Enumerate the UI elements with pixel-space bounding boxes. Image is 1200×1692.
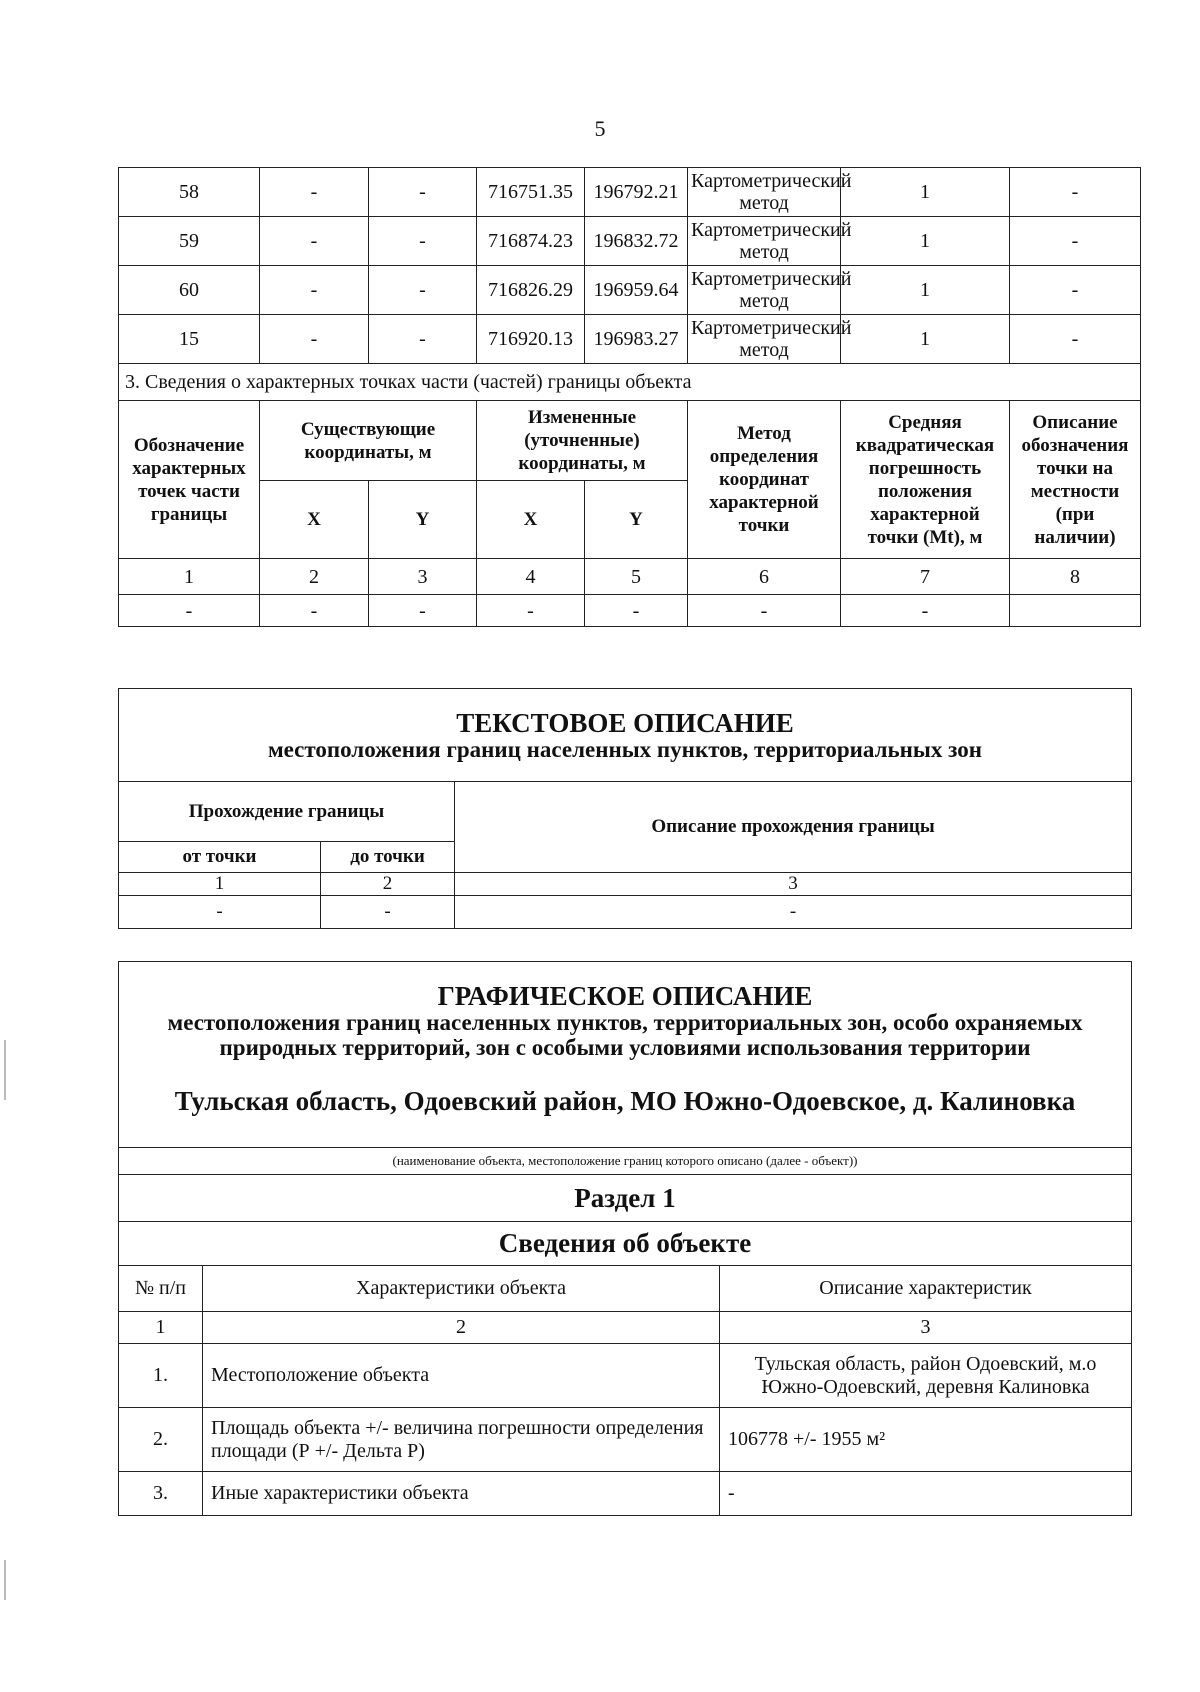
method: Картометрический метод <box>688 217 841 266</box>
y-existing: - <box>369 266 477 315</box>
text-description-table <box>118 688 1132 929</box>
scan-margin-mark <box>4 1560 6 1600</box>
object-col-number-row <box>119 1312 1132 1344</box>
empty-cell: - <box>369 595 477 627</box>
y-changed: 196959.64 <box>585 266 688 315</box>
coordinate-row <box>119 168 1141 217</box>
col-header-characteristic: Характеристики объекта <box>203 1266 720 1312</box>
empty-cell: - <box>841 595 1010 627</box>
row-characteristic: Площадь объекта +/- величина погрешности определения площади (Р +/- Дельта Р) <box>203 1408 720 1472</box>
column-number-row <box>119 559 1141 595</box>
section-title-row <box>119 1222 1132 1266</box>
header-description: Описание обозначения точки на местности (при наличии) <box>1010 401 1141 559</box>
section3-caption-row <box>119 364 1141 401</box>
row-value: Тульская область, район Одоевский, м.о Южно-Одоевский, деревня Калиновка <box>720 1344 1132 1408</box>
text-desc-title-cell <box>119 689 1132 782</box>
row-value: 106778 +/- 1955 м² <box>720 1408 1132 1472</box>
page-number: 5 <box>594 116 606 141</box>
x-existing: - <box>260 168 369 217</box>
to-point-header: до точки <box>321 842 455 873</box>
col-num: 2 <box>260 559 369 595</box>
passage-header: Прохождение границы <box>119 782 455 842</box>
col-num: 8 <box>1010 559 1141 595</box>
coordinates-table <box>118 167 1141 627</box>
col-num: 2 <box>203 1312 720 1344</box>
location-note-row <box>119 1148 1132 1175</box>
col-num: 3 <box>369 559 477 595</box>
error: 1 <box>841 168 1010 217</box>
col-header-num: № п/п <box>119 1266 203 1312</box>
col-num: 3 <box>720 1312 1132 1344</box>
from-point-header: от точки <box>119 842 321 873</box>
point-id: 60 <box>119 266 260 315</box>
graph-desc-title-row <box>119 962 1132 1148</box>
row-value: - <box>720 1472 1132 1516</box>
error: 1 <box>841 217 1010 266</box>
col-header-description: Описание характеристик <box>720 1266 1132 1312</box>
object-row <box>119 1408 1132 1472</box>
col-num: 5 <box>585 559 688 595</box>
text-desc-title: ТЕКСТОВОЕ ОПИСАНИЕ <box>456 707 794 738</box>
col-num: 1 <box>119 873 321 896</box>
section-label: Раздел 1 <box>119 1175 1132 1222</box>
x-existing: - <box>260 315 369 364</box>
point-id: 59 <box>119 217 260 266</box>
x-changed: 716874.23 <box>477 217 585 266</box>
point-description: - <box>1010 168 1141 217</box>
y-changed: 196832.72 <box>585 217 688 266</box>
x-existing: - <box>260 217 369 266</box>
y-changed: 196983.27 <box>585 315 688 364</box>
x-existing: - <box>260 266 369 315</box>
method: Картометрический метод <box>688 315 841 364</box>
point-description: - <box>1010 266 1141 315</box>
text-desc-col-numbers <box>119 873 1132 896</box>
empty-cell: - <box>688 595 841 627</box>
header-changed-coords: Измененные (уточненные) координаты, м <box>477 401 688 481</box>
header-error: Средняя квадратическая погрешность положения характерной точки (Mt), м <box>841 401 1010 559</box>
col-num: 1 <box>119 1312 203 1344</box>
point-description: - <box>1010 315 1141 364</box>
object-rows <box>119 1344 1132 1516</box>
empty-cell: - <box>477 595 585 627</box>
empty-cell <box>1010 595 1141 627</box>
col-num: 6 <box>688 559 841 595</box>
x-changed: 716751.35 <box>477 168 585 217</box>
object-col-header-row <box>119 1266 1132 1312</box>
error: 1 <box>841 266 1010 315</box>
coordinate-row <box>119 217 1141 266</box>
x-changed: 716920.13 <box>477 315 585 364</box>
header-x-existing: X <box>260 481 369 559</box>
row-number: 3. <box>119 1472 203 1516</box>
row-number: 2. <box>119 1408 203 1472</box>
graph-desc-subtitle: местоположения границ населенных пунктов, территориальных зон, особо охраняемых природных территорий, зон с особыми условиями использования территории <box>167 1010 1083 1060</box>
coordinate-row <box>119 315 1141 364</box>
object-row <box>119 1344 1132 1408</box>
x-changed: 716826.29 <box>477 266 585 315</box>
location-note: (наименование объекта, местоположение границ которого описано (далее - объект)) <box>119 1148 1132 1175</box>
row-characteristic: Иные характеристики объекта <box>203 1472 720 1516</box>
empty-row <box>119 595 1141 627</box>
empty-cell: - <box>119 595 260 627</box>
empty-cell: - <box>119 896 321 929</box>
col-num: 3 <box>455 873 1132 896</box>
header-row <box>119 401 1141 481</box>
y-existing: - <box>369 168 477 217</box>
col-num: 4 <box>477 559 585 595</box>
y-existing: - <box>369 315 477 364</box>
col-num: 1 <box>119 559 260 595</box>
header-x-changed: X <box>477 481 585 559</box>
col-num: 2 <box>321 873 455 896</box>
header-existing-coords: Существующие координаты, м <box>260 401 477 481</box>
scan-margin-mark <box>4 1040 6 1100</box>
error: 1 <box>841 315 1010 364</box>
graph-desc-title: ГРАФИЧЕСКОЕ ОПИСАНИЕ <box>437 981 813 1011</box>
y-existing: - <box>369 217 477 266</box>
graph-desc-title-cell <box>119 962 1132 1148</box>
text-desc-subtitle: местоположения границ населенных пунктов, территориальных зон <box>268 736 982 762</box>
text-desc-empty-row <box>119 896 1132 929</box>
method: Картометрический метод <box>688 168 841 217</box>
header-y-changed: Y <box>585 481 688 559</box>
y-changed: 196792.21 <box>585 168 688 217</box>
header-y-existing: Y <box>369 481 477 559</box>
empty-cell: - <box>260 595 369 627</box>
graphic-description-table <box>118 961 1132 1516</box>
empty-cell: - <box>455 896 1132 929</box>
passage-desc-header: Описание прохождения границы <box>455 782 1132 873</box>
point-id: 15 <box>119 315 260 364</box>
section-row <box>119 1175 1132 1222</box>
object-location: Тульская область, Одоевский район, МО Южно-Одоевское, д. Калиновка <box>174 1086 1076 1116</box>
header-method: Метод определения координат характерной точки <box>688 401 841 559</box>
point-id: 58 <box>119 168 260 217</box>
method: Картометрический метод <box>688 266 841 315</box>
point-description: - <box>1010 217 1141 266</box>
coordinate-row <box>119 266 1141 315</box>
object-row <box>119 1472 1132 1516</box>
coordinate-rows <box>119 168 1141 364</box>
row-number: 1. <box>119 1344 203 1408</box>
header-designation: Обозначение характерных точек части границы <box>119 401 260 559</box>
text-desc-title-row <box>119 689 1132 782</box>
section3-caption: 3. Сведения о характерных точках части (частей) границы объекта <box>119 364 1141 401</box>
col-num: 7 <box>841 559 1010 595</box>
passage-header-row <box>119 782 1132 842</box>
empty-cell: - <box>321 896 455 929</box>
row-characteristic: Местоположение объекта <box>203 1344 720 1408</box>
empty-cell: - <box>585 595 688 627</box>
section-title: Сведения об объекте <box>119 1222 1132 1266</box>
